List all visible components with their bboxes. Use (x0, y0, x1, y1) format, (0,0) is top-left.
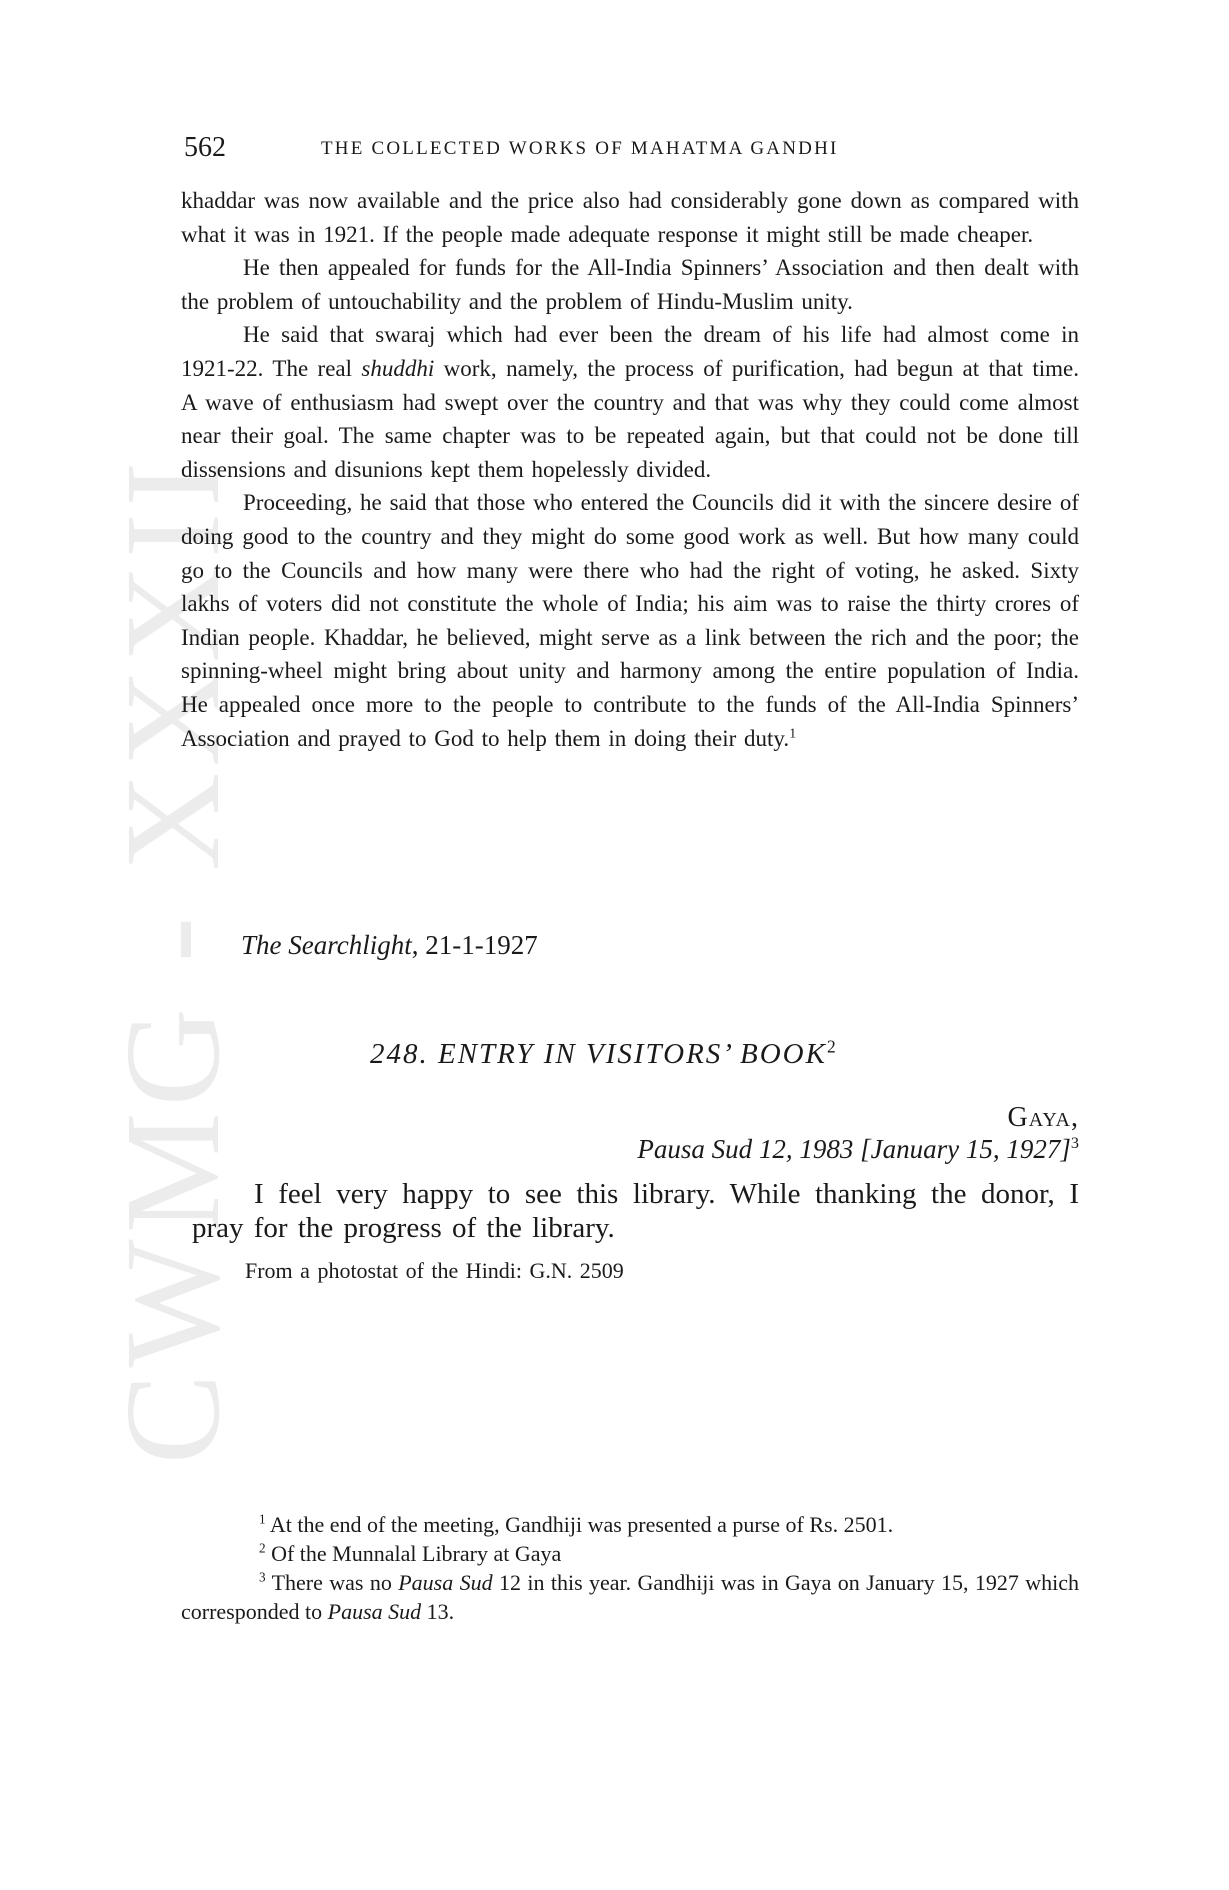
visitors-book-entry (192, 1177, 1079, 1245)
source-citation (241, 930, 538, 961)
paragraph-3 (181, 318, 1079, 486)
footnote-3-text-a: There was no (265, 1570, 399, 1595)
watermark-text: CWMG - XXXII (98, 455, 248, 1465)
footnote-3 (181, 1568, 1079, 1626)
footnote-2-text: Of the Munnalal Library at Gaya (265, 1541, 562, 1566)
paragraph-2: He then appealed for funds for the All-India Spinners’ Association and then dealt with the problem of untouchability and the problem of Hindu-Muslim unity. (181, 255, 1079, 314)
dateline-place: Gaya, (1007, 1102, 1079, 1133)
footnote-ref-2: 2 (826, 1036, 838, 1057)
footnote-3-italic-b: Pausa Sud (398, 1570, 493, 1595)
footnote-1-text: At the end of the meeting, Gandhiji was presented a purse of Rs. 2501. (265, 1512, 894, 1537)
footnotes (181, 1510, 1079, 1626)
page-header (184, 132, 1079, 168)
footnote-1 (181, 1510, 1079, 1539)
source-publication: The Searchlight (241, 930, 412, 960)
footnote-ref-1: 1 (789, 724, 797, 740)
dateline-date-text: Pausa Sud 12, 1983 [January 15, 1927] (637, 1134, 1071, 1164)
paragraph-1: khaddar was now available and the price also had considerably gone down as compared with what it was in 1921. If the people made adequate response it might still be made cheaper. (181, 188, 1079, 247)
page-number: 562 (184, 132, 226, 163)
footnote-3-text-c: 12 in this year. Gandhiji was in Gaya on January 15, 1927 which corresponded to (181, 1570, 1079, 1624)
footnote-1-mark: 1 (259, 1511, 266, 1527)
source-date: , 21-1-1927 (411, 930, 538, 960)
entry-source: From a photostat of the Hindi: G.N. 2509 (245, 1258, 624, 1283)
dateline-date (637, 1134, 1079, 1165)
paragraph-3-text-a: He said that swaraj which had ever been the dream of his life had almost come in 1921-22. The real (181, 322, 1079, 381)
paragraph-3-text-c: work, namely, the process of purification, had begun at that time. A wave of enthusiasm had swept over the country and that was why they could come almost near their goal. The same chapter was to be repeated again, but that could not be done till dissensions and disunions kept them hopelessly divided. (181, 355, 1080, 482)
footnote-3-mark: 3 (259, 1569, 266, 1585)
section-heading-text: 248. ENTRY IN VISITORS’ BOOK (370, 1038, 827, 1070)
section-heading (370, 1038, 838, 1071)
entry-text: I feel very happy to see this library. While thanking the donor, I pray for the progress of the library. (192, 1178, 1079, 1244)
paragraph-4-text: Proceeding, he said that those who entered the Councils did it with the sincere desire of doing good to the country and they might do some good work as well. But how many could go to the Councils and how many were there who had the right of voting, he asked. Sixty lakhs of voters did not constitute the whole of India; his aim was to raise the thirty crores of Indian people. Khaddar, he believed, might serve as a link between the rich and the poor; the spinning-wheel might bring about unity and harmony among the entire population of India. He appealed once more to the people to contribute to the funds of the All-India Spinners’ Association and prayed to God to help them in doing their duty. (181, 490, 1079, 751)
running-title: THE COLLECTED WORKS OF MAHATMA GANDHI (321, 138, 839, 159)
paragraph-4 (181, 486, 1079, 755)
footnote-2 (181, 1539, 1079, 1568)
footnote-2-mark: 2 (259, 1540, 266, 1556)
footnote-3-text-e: 13. (421, 1599, 455, 1624)
body-text (181, 184, 1079, 755)
footnote-ref-3: 3 (1070, 1134, 1079, 1152)
footnote-3-italic-d: Pausa Sud (327, 1599, 422, 1624)
paragraph-3-italic: shuddhi (361, 355, 435, 381)
